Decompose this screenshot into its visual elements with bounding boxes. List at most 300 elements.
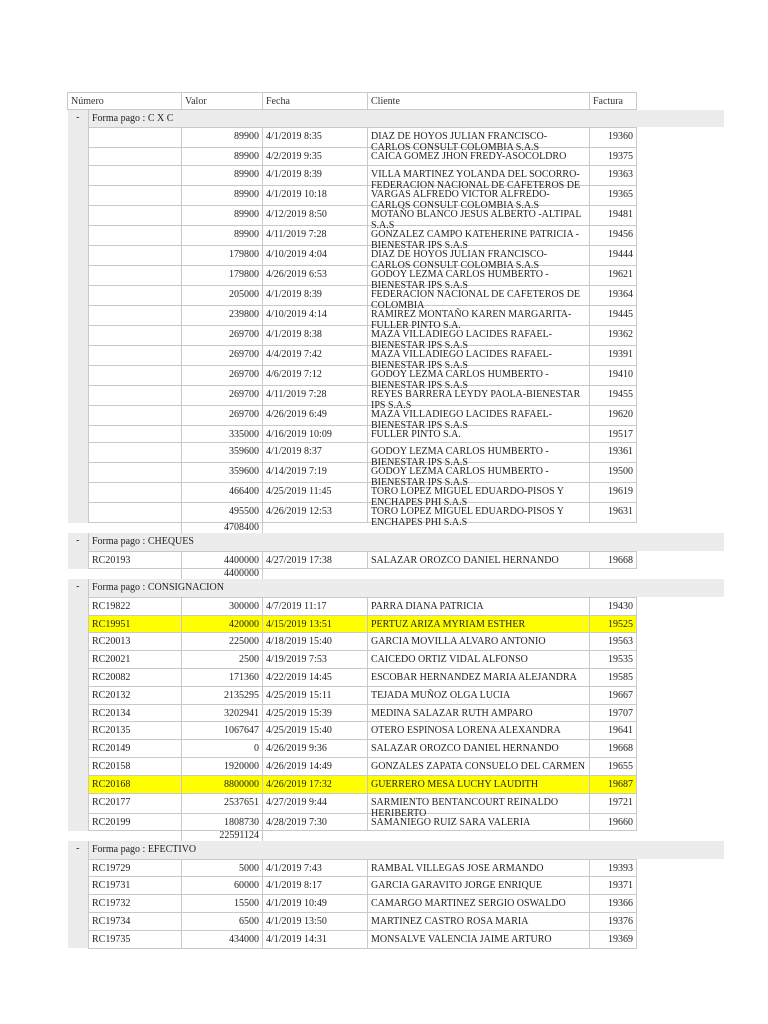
cell-factura: 19445 bbox=[590, 305, 637, 325]
table-row[interactable] bbox=[68, 305, 724, 325]
table-row[interactable] bbox=[68, 722, 724, 740]
cell-valor: 89900 bbox=[182, 225, 263, 245]
table-row[interactable] bbox=[68, 443, 724, 463]
cell-factura: 19375 bbox=[590, 147, 637, 165]
table-row[interactable] bbox=[68, 483, 724, 503]
cell-cliente bbox=[368, 265, 590, 291]
row-gutter bbox=[68, 913, 89, 931]
cliente-text: MEDINA SALAZAR RUTH AMPARO bbox=[371, 707, 533, 719]
group-label: Forma pago : C X C bbox=[89, 110, 263, 128]
row-spacer bbox=[637, 405, 724, 425]
cell-fecha: 4/6/2019 7:12 bbox=[263, 365, 368, 385]
row-spacer bbox=[637, 305, 724, 325]
cell-fecha: 4/27/2019 17:38 bbox=[263, 551, 368, 569]
cell-factura: 19517 bbox=[590, 425, 637, 443]
row-spacer bbox=[637, 245, 724, 265]
cliente-text: GODOY LEZMA CARLOS HUMBERTO -BIENESTAR IPS S.A.S bbox=[371, 446, 549, 469]
cell-cliente bbox=[368, 722, 590, 740]
header-valor: Valor bbox=[182, 93, 263, 110]
row-gutter bbox=[68, 285, 89, 305]
cell-factura: 19371 bbox=[590, 877, 637, 895]
cell-fecha: 4/12/2019 8:50 bbox=[263, 205, 368, 225]
cell-fecha: 4/15/2019 13:51 bbox=[263, 615, 368, 633]
cell-fecha: 4/1/2019 8:38 bbox=[263, 325, 368, 345]
row-spacer bbox=[637, 615, 724, 633]
cell-valor: 225000 bbox=[182, 633, 263, 651]
cell-factura: 19481 bbox=[590, 205, 637, 225]
total-spacer bbox=[89, 569, 182, 580]
cell-valor: 2500 bbox=[182, 651, 263, 669]
cell-fecha: 4/26/2019 6:49 bbox=[263, 405, 368, 425]
table-row[interactable] bbox=[68, 740, 724, 758]
cell-numero bbox=[89, 463, 182, 483]
cliente-text: REYES BARRERA LEYDY PAOLA-BIENESTAR IPS S.A.S bbox=[371, 388, 581, 411]
cell-numero: RC19732 bbox=[89, 895, 182, 913]
cell-fecha: 4/1/2019 10:49 bbox=[263, 895, 368, 913]
cell-cliente bbox=[368, 930, 590, 948]
cell-fecha: 4/1/2019 8:17 bbox=[263, 877, 368, 895]
cell-cliente bbox=[368, 633, 590, 651]
cliente-text: GARCIA MOVILLA ALVARO ANTONIO bbox=[371, 636, 546, 648]
cell-cliente bbox=[368, 285, 590, 311]
row-spacer bbox=[637, 913, 724, 931]
cell-valor: 335000 bbox=[182, 425, 263, 443]
cell-fecha: 4/28/2019 7:30 bbox=[263, 813, 368, 831]
row-gutter bbox=[68, 463, 89, 483]
cell-fecha: 4/22/2019 14:45 bbox=[263, 668, 368, 686]
cell-fecha: 4/25/2019 11:45 bbox=[263, 483, 368, 503]
cliente-text: GODOY LEZMA CARLOS HUMBERTO -BIENESTAR IPS S.A.S bbox=[371, 466, 549, 489]
cliente-text: DIAZ DE HOYOS JULIAN FRANCISCO-CARLOS CONSULT COLOMBIA S.A.S bbox=[371, 130, 548, 153]
table-row[interactable] bbox=[68, 463, 724, 483]
table-row[interactable] bbox=[68, 597, 724, 615]
table-row[interactable] bbox=[68, 877, 724, 895]
cell-valor: 179800 bbox=[182, 265, 263, 285]
header-spacer bbox=[637, 93, 724, 110]
cell-cliente bbox=[368, 877, 590, 895]
cell-numero bbox=[89, 483, 182, 503]
table-row[interactable] bbox=[68, 225, 724, 245]
table-row[interactable] bbox=[68, 285, 724, 305]
row-spacer bbox=[637, 813, 724, 831]
cell-cliente bbox=[368, 913, 590, 931]
row-gutter bbox=[68, 722, 89, 740]
cell-numero bbox=[89, 325, 182, 345]
cell-numero bbox=[89, 443, 182, 463]
cell-factura: 19655 bbox=[590, 757, 637, 775]
cell-numero: RC19822 bbox=[89, 597, 182, 615]
cell-factura: 19361 bbox=[590, 443, 637, 463]
row-spacer bbox=[637, 345, 724, 365]
row-spacer bbox=[637, 775, 724, 793]
cell-numero bbox=[89, 225, 182, 245]
cell-factura: 19444 bbox=[590, 245, 637, 265]
cliente-text: PARRA DIANA PATRICIA bbox=[371, 600, 484, 612]
row-spacer bbox=[637, 365, 724, 385]
group-total-value: 4400000 bbox=[182, 569, 263, 580]
table-row[interactable] bbox=[68, 757, 724, 775]
cell-numero: RC20134 bbox=[89, 704, 182, 722]
cell-fecha: 4/1/2019 8:35 bbox=[263, 127, 368, 147]
table-row[interactable] bbox=[68, 793, 724, 813]
cell-valor: 359600 bbox=[182, 443, 263, 463]
row-spacer bbox=[637, 325, 724, 345]
cell-cliente bbox=[368, 385, 590, 411]
cell-numero bbox=[89, 345, 182, 365]
row-gutter bbox=[68, 775, 89, 793]
cell-valor: 179800 bbox=[182, 245, 263, 265]
row-gutter bbox=[68, 225, 89, 245]
group-collapse-toggle[interactable]: - bbox=[68, 110, 89, 128]
total-spacer bbox=[89, 523, 182, 534]
row-gutter bbox=[68, 265, 89, 285]
cell-valor: 1808730 bbox=[182, 813, 263, 831]
row-gutter bbox=[68, 930, 89, 948]
cell-valor: 269700 bbox=[182, 325, 263, 345]
cell-valor: 239800 bbox=[182, 305, 263, 325]
cell-cliente bbox=[368, 775, 590, 793]
cell-fecha: 4/1/2019 13:50 bbox=[263, 913, 368, 931]
table-row[interactable] bbox=[68, 205, 724, 225]
total-gutter bbox=[68, 831, 89, 842]
row-gutter bbox=[68, 325, 89, 345]
table-row[interactable] bbox=[68, 633, 724, 651]
table-row[interactable] bbox=[68, 686, 724, 704]
cell-factura: 19376 bbox=[590, 913, 637, 931]
cell-cliente bbox=[368, 345, 590, 371]
cell-cliente bbox=[368, 793, 590, 819]
cliente-text: MOTAÑO BLANCO JESUS ALBERTO -ALTIPAL S.A.S bbox=[371, 208, 582, 231]
cell-fecha: 4/25/2019 15:11 bbox=[263, 686, 368, 704]
table-row[interactable] bbox=[68, 775, 724, 793]
cell-valor: 89900 bbox=[182, 165, 263, 185]
row-gutter bbox=[68, 704, 89, 722]
payments-table bbox=[67, 92, 724, 949]
cell-numero: RC20149 bbox=[89, 740, 182, 758]
group-row bbox=[68, 579, 724, 597]
cell-factura: 19366 bbox=[590, 895, 637, 913]
cell-valor: 269700 bbox=[182, 385, 263, 405]
row-spacer bbox=[637, 686, 724, 704]
table-row[interactable] bbox=[68, 405, 724, 425]
cell-fecha: 4/10/2019 4:04 bbox=[263, 245, 368, 265]
cell-numero bbox=[89, 305, 182, 325]
cell-cliente bbox=[368, 325, 590, 351]
cell-valor: 6500 bbox=[182, 913, 263, 931]
cell-factura: 19364 bbox=[590, 285, 637, 305]
cliente-text: SARMIENTO BENTANCOURT REINALDO HERIBERTO bbox=[371, 796, 559, 819]
table-row[interactable] bbox=[68, 704, 724, 722]
total-spacer bbox=[89, 831, 182, 842]
table-row[interactable] bbox=[68, 365, 724, 385]
cell-fecha: 4/4/2019 7:42 bbox=[263, 345, 368, 365]
cell-fecha: 4/25/2019 15:39 bbox=[263, 704, 368, 722]
cliente-text: FULLER PINTO S.A. bbox=[371, 428, 461, 440]
row-spacer bbox=[637, 895, 724, 913]
cell-valor: 1920000 bbox=[182, 757, 263, 775]
table-row[interactable] bbox=[68, 385, 724, 405]
row-spacer bbox=[637, 704, 724, 722]
cliente-text: CAICEDO ORTIZ VIDAL ALFONSO bbox=[371, 654, 528, 666]
cell-numero bbox=[89, 185, 182, 205]
cell-valor: 89900 bbox=[182, 127, 263, 147]
cliente-text: CAMARGO MARTINEZ SERGIO OSWALDO bbox=[371, 898, 566, 910]
table-row[interactable] bbox=[68, 668, 724, 686]
cell-cliente bbox=[368, 205, 590, 231]
cell-numero bbox=[89, 245, 182, 265]
cell-numero bbox=[89, 165, 182, 185]
cliente-text: GARCIA GARAVITO JORGE ENRIQUE bbox=[371, 880, 543, 892]
row-gutter bbox=[68, 245, 89, 265]
row-gutter bbox=[68, 757, 89, 775]
table-row[interactable] bbox=[68, 895, 724, 913]
cell-numero bbox=[89, 265, 182, 285]
row-gutter bbox=[68, 147, 89, 165]
cell-fecha: 4/7/2019 11:17 bbox=[263, 597, 368, 615]
row-gutter bbox=[68, 633, 89, 651]
row-gutter bbox=[68, 877, 89, 895]
row-spacer bbox=[637, 877, 724, 895]
cell-cliente bbox=[368, 651, 590, 669]
cell-valor: 300000 bbox=[182, 597, 263, 615]
cliente-text: SALAZAR OROZCO DANIEL HERNANDO bbox=[371, 554, 559, 566]
total-fill bbox=[263, 523, 724, 534]
group-total-row bbox=[68, 831, 724, 842]
cell-fecha: 4/16/2019 10:09 bbox=[263, 425, 368, 443]
cliente-text: VILLA MARTINEZ YOLANDA DEL SOCORRO-FEDERACION NACIONAL DE CAFETEROS DE bbox=[371, 168, 581, 191]
cliente-text: SALAZAR OROZCO DANIEL HERNANDO bbox=[371, 743, 559, 755]
cliente-text: TORO LOPEZ MIGUEL EDUARDO-PISOS Y ENCHAPES PHI S.A.S bbox=[371, 486, 564, 509]
total-gutter bbox=[68, 523, 89, 534]
row-spacer bbox=[637, 757, 724, 775]
cliente-text: MAZA VILLADIEGO LACIDES RAFAEL-BIENESTAR IPS S.A.S bbox=[371, 328, 553, 351]
group-total-value: 22591124 bbox=[182, 831, 263, 842]
cell-cliente bbox=[368, 405, 590, 431]
cliente-text: RAMBAL VILLEGAS JOSE ARMANDO bbox=[371, 862, 544, 874]
cell-cliente bbox=[368, 704, 590, 722]
cell-numero bbox=[89, 205, 182, 225]
cell-factura: 19500 bbox=[590, 463, 637, 483]
cell-factura: 19619 bbox=[590, 483, 637, 503]
cell-numero: RC20168 bbox=[89, 775, 182, 793]
row-gutter bbox=[68, 305, 89, 325]
row-spacer bbox=[637, 859, 724, 877]
row-gutter bbox=[68, 793, 89, 813]
cell-factura: 19667 bbox=[590, 686, 637, 704]
group-header-fill bbox=[263, 533, 724, 551]
cell-numero: RC20013 bbox=[89, 633, 182, 651]
cell-cliente bbox=[368, 225, 590, 251]
cell-fecha: 4/1/2019 14:31 bbox=[263, 930, 368, 948]
row-gutter bbox=[68, 615, 89, 633]
row-gutter bbox=[68, 205, 89, 225]
group-header-fill bbox=[263, 841, 724, 859]
cell-factura: 19621 bbox=[590, 265, 637, 285]
cell-numero: RC20021 bbox=[89, 651, 182, 669]
cliente-text: MAZA VILLADIEGO LACIDES RAFAEL-BIENESTAR IPS S.A.S bbox=[371, 408, 553, 431]
table-row[interactable] bbox=[68, 503, 724, 523]
row-gutter bbox=[68, 813, 89, 831]
cell-fecha: 4/2/2019 9:35 bbox=[263, 147, 368, 165]
table-row[interactable] bbox=[68, 245, 724, 265]
row-spacer bbox=[637, 463, 724, 483]
cell-cliente bbox=[368, 305, 590, 331]
table-row[interactable] bbox=[68, 165, 724, 185]
row-gutter bbox=[68, 668, 89, 686]
group-label: Forma pago : EFECTIVO bbox=[89, 841, 263, 859]
table-row[interactable] bbox=[68, 265, 724, 285]
cell-factura: 19410 bbox=[590, 365, 637, 385]
cell-factura: 19430 bbox=[590, 597, 637, 615]
cell-factura: 19535 bbox=[590, 651, 637, 669]
cell-valor: 1067647 bbox=[182, 722, 263, 740]
table-row[interactable] bbox=[68, 615, 724, 633]
cell-factura: 19393 bbox=[590, 859, 637, 877]
cell-cliente bbox=[368, 365, 590, 391]
group-row bbox=[68, 110, 724, 128]
group-collapse-toggle[interactable]: - bbox=[68, 579, 89, 597]
cell-valor: 269700 bbox=[182, 365, 263, 385]
row-spacer bbox=[637, 265, 724, 285]
table-row[interactable] bbox=[68, 185, 724, 205]
cell-factura: 19721 bbox=[590, 793, 637, 813]
row-gutter bbox=[68, 425, 89, 443]
cell-factura: 19365 bbox=[590, 185, 637, 205]
payments-report bbox=[67, 92, 723, 949]
cell-valor: 0 bbox=[182, 740, 263, 758]
row-gutter bbox=[68, 127, 89, 147]
cell-valor: 466400 bbox=[182, 483, 263, 503]
table-row[interactable] bbox=[68, 325, 724, 345]
cell-fecha: 4/10/2019 4:14 bbox=[263, 305, 368, 325]
row-gutter bbox=[68, 345, 89, 365]
cell-numero: RC19734 bbox=[89, 913, 182, 931]
row-spacer bbox=[637, 127, 724, 147]
cell-factura: 19668 bbox=[590, 740, 637, 758]
group-total-value: 4708400 bbox=[182, 523, 263, 534]
cell-valor: 4400000 bbox=[182, 551, 263, 569]
table-row[interactable] bbox=[68, 551, 724, 569]
cell-fecha: 4/19/2019 7:53 bbox=[263, 651, 368, 669]
cell-valor: 89900 bbox=[182, 147, 263, 165]
cell-factura: 19707 bbox=[590, 704, 637, 722]
cell-factura: 19660 bbox=[590, 813, 637, 831]
table-row[interactable] bbox=[68, 913, 724, 931]
cell-numero bbox=[89, 405, 182, 425]
cell-cliente bbox=[368, 551, 590, 569]
cell-fecha: 4/26/2019 6:53 bbox=[263, 265, 368, 285]
cell-factura: 19585 bbox=[590, 668, 637, 686]
cell-numero: RC20135 bbox=[89, 722, 182, 740]
row-gutter bbox=[68, 597, 89, 615]
cell-factura: 19456 bbox=[590, 225, 637, 245]
cell-fecha: 4/27/2019 9:44 bbox=[263, 793, 368, 813]
cell-cliente bbox=[368, 503, 590, 529]
cell-cliente bbox=[368, 757, 590, 775]
row-spacer bbox=[637, 385, 724, 405]
group-collapse-toggle[interactable]: - bbox=[68, 841, 89, 859]
cell-valor: 3202941 bbox=[182, 704, 263, 722]
row-spacer bbox=[637, 633, 724, 651]
cell-numero: RC20193 bbox=[89, 551, 182, 569]
cell-cliente bbox=[368, 443, 590, 469]
row-spacer bbox=[637, 930, 724, 948]
row-gutter bbox=[68, 385, 89, 405]
row-spacer bbox=[637, 503, 724, 523]
row-gutter bbox=[68, 551, 89, 569]
row-spacer bbox=[637, 443, 724, 463]
cell-cliente bbox=[368, 668, 590, 686]
cliente-text: MARTINEZ CASTRO ROSA MARIA bbox=[371, 916, 529, 928]
row-spacer bbox=[637, 147, 724, 165]
cell-fecha: 4/18/2019 15:40 bbox=[263, 633, 368, 651]
cell-factura: 19631 bbox=[590, 503, 637, 523]
row-spacer bbox=[637, 651, 724, 669]
cell-valor: 495500 bbox=[182, 503, 263, 523]
cliente-text: FEDERACION NACIONAL DE CAFETEROS DE COLOMBIA bbox=[371, 288, 581, 311]
cliente-text: CAICA GOMEZ JHON FREDY-ASOCOLDRO bbox=[371, 150, 567, 162]
cell-fecha: 4/1/2019 7:43 bbox=[263, 859, 368, 877]
row-spacer bbox=[637, 165, 724, 185]
cell-factura: 19455 bbox=[590, 385, 637, 405]
row-spacer bbox=[637, 483, 724, 503]
row-spacer bbox=[637, 668, 724, 686]
group-header-fill bbox=[263, 579, 724, 597]
cell-numero: RC20132 bbox=[89, 686, 182, 704]
cell-fecha: 4/1/2019 8:39 bbox=[263, 285, 368, 305]
table-row[interactable] bbox=[68, 859, 724, 877]
cliente-text: RAMIREZ MONTAÑO KAREN MARGARITA-FULLER PINTO S.A. bbox=[371, 308, 572, 331]
cell-numero: RC20199 bbox=[89, 813, 182, 831]
cell-valor: 359600 bbox=[182, 463, 263, 483]
table-row[interactable] bbox=[68, 651, 724, 669]
cliente-text: GONZALEZ CAMPO KATEHERINE PATRICIA -BIENESTAR IPS S.A.S bbox=[371, 228, 579, 251]
cell-numero: RC19729 bbox=[89, 859, 182, 877]
cliente-text: SAMANIEGO RUIZ SARA VALERIA bbox=[371, 816, 531, 828]
row-gutter bbox=[68, 503, 89, 523]
cliente-text: GUERRERO MESA LUCHY LAUDITH bbox=[371, 778, 539, 790]
group-collapse-toggle[interactable]: - bbox=[68, 533, 89, 551]
header-cliente: Cliente bbox=[368, 93, 590, 110]
cell-factura: 19563 bbox=[590, 633, 637, 651]
cell-valor: 205000 bbox=[182, 285, 263, 305]
row-spacer bbox=[637, 205, 724, 225]
cell-factura: 19360 bbox=[590, 127, 637, 147]
table-row[interactable] bbox=[68, 345, 724, 365]
total-fill bbox=[263, 569, 724, 580]
cell-valor: 171360 bbox=[182, 668, 263, 686]
cell-factura: 19363 bbox=[590, 165, 637, 185]
table-row[interactable] bbox=[68, 127, 724, 147]
cliente-text: DIAZ DE HOYOS JULIAN FRANCISCO-CARLOS CONSULT COLOMBIA S.A.S bbox=[371, 248, 548, 271]
cell-valor: 89900 bbox=[182, 185, 263, 205]
cell-cliente bbox=[368, 127, 590, 153]
cell-numero: RC19951 bbox=[89, 615, 182, 633]
cell-valor: 8800000 bbox=[182, 775, 263, 793]
cell-factura: 19525 bbox=[590, 615, 637, 633]
cell-fecha: 4/1/2019 8:37 bbox=[263, 443, 368, 463]
group-header-fill bbox=[263, 110, 724, 128]
cell-valor: 269700 bbox=[182, 345, 263, 365]
cell-factura: 19391 bbox=[590, 345, 637, 365]
cell-valor: 15500 bbox=[182, 895, 263, 913]
row-gutter bbox=[68, 165, 89, 185]
cell-valor: 5000 bbox=[182, 859, 263, 877]
table-row[interactable] bbox=[68, 930, 724, 948]
total-gutter bbox=[68, 569, 89, 580]
total-fill bbox=[263, 831, 724, 842]
row-gutter bbox=[68, 651, 89, 669]
